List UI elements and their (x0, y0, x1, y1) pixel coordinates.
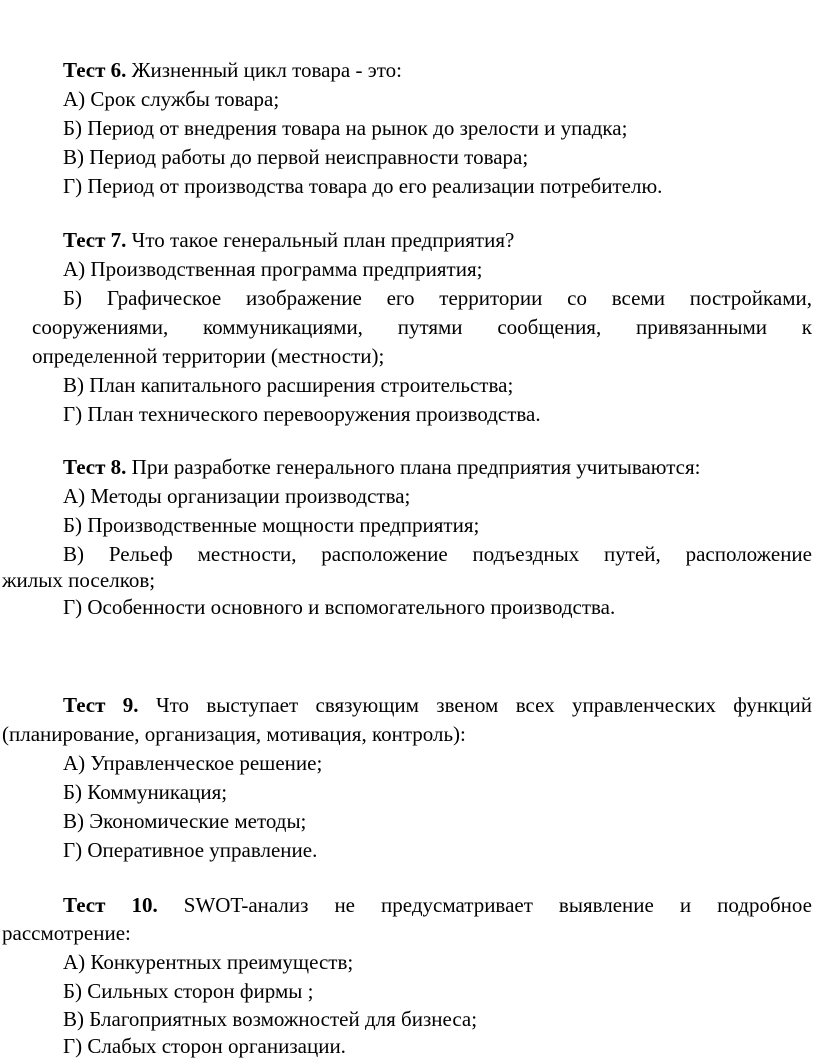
test-9-heading (63, 691, 812, 720)
test-7-label: Тест 7. (63, 228, 127, 252)
test-7-option-d: Г) План технического перевооружения производства. (63, 402, 541, 426)
test-10-option-a: А) Конкурентных преимуществ; (63, 950, 354, 974)
test-6-label: Тест 6. (63, 58, 127, 82)
test-7-heading (63, 226, 514, 255)
test-7-option-b-line1: Б) Графическое изображение его территории со всеми постройками, (63, 286, 812, 310)
test-7-option-b-line3: определенной территории (местности); (32, 344, 385, 368)
test-7-option-a: А) Производственная программа предприятия; (63, 257, 483, 281)
test-6-option-c: В) Период работы до первой неисправности товара; (63, 145, 529, 169)
test-6-option-a: А) Срок службы товара; (63, 87, 280, 111)
test-10-question: SWOT-анализ не предусматривает выявление и подробное (183, 893, 813, 917)
test-7-option-c: В) План капитального расширения строительства; (63, 373, 514, 397)
test-10-option-d: Г) Слабых сторон организации. (63, 1034, 346, 1058)
test-10-question-cont: рассмотрение: (2, 921, 131, 945)
test-8-heading (63, 453, 700, 482)
test-6-heading (63, 56, 402, 85)
test-9-question: Что выступает связующим звеном всех управленческих функций (155, 693, 813, 717)
test-7-question: Что такое генеральный план предприятия? (131, 228, 515, 252)
test-8-option-d: Г) Особенности основного и вспомогательного производства. (63, 595, 616, 619)
test-8-question: При разработке генерального плана предприятия учитываются: (131, 455, 701, 479)
test-9-option-c: В) Экономические методы; (63, 809, 307, 833)
test-8-option-a: А) Методы организации производства; (63, 484, 411, 508)
test-9-label: Тест 9. (63, 693, 139, 717)
test-8-option-b: Б) Производственные мощности предприятия; (63, 513, 480, 537)
test-8-option-c-line1: В) Рельеф местности, расположение подъездных путей, расположение (63, 542, 812, 566)
test-9-option-a: А) Управленческое решение; (63, 751, 323, 775)
test-8-option-c-line2: жилых поселков; (2, 568, 156, 592)
test-10-option-b: Б) Сильных сторон фирмы ; (63, 979, 314, 1003)
test-6-option-b: Б) Период от внедрения товара на рынок до зрелости и упадка; (63, 116, 628, 140)
test-8-label: Тест 8. (63, 455, 127, 479)
test-10-heading (63, 891, 812, 920)
test-9-option-d: Г) Оперативное управление. (63, 838, 318, 862)
test-6-question: Жизненный цикл товара - это: (131, 58, 402, 82)
test-10-option-c: В) Благоприятных возможностей для бизнеса; (63, 1007, 478, 1031)
test-7-option-b-line2: сооружениями, коммуникациями, путями сообщения, привязанными к (32, 315, 812, 339)
test-9-option-b: Б) Коммуникация; (63, 780, 228, 804)
test-10-label: Тест 10. (63, 893, 158, 917)
test-6-option-d: Г) Период от производства товара до его реализации потребителю. (63, 174, 663, 198)
test-9-question-cont: (планирование, организация, мотивация, контроль): (2, 722, 466, 746)
